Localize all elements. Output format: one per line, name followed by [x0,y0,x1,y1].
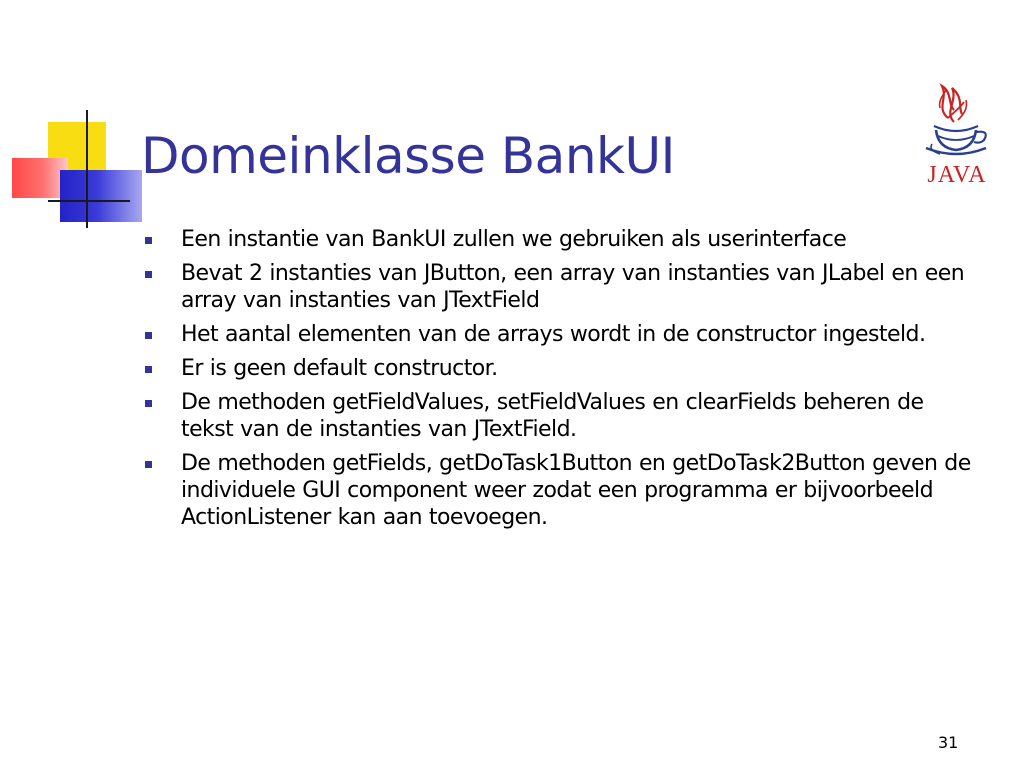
square-bullet-icon [145,366,152,373]
square-bullet-icon [145,400,152,407]
bullet-item [144,321,974,348]
square-bullet-icon [145,332,152,339]
bullet-text: Het aantal elementen van de arrays wordt in de constructor ingesteld. [181,322,926,347]
decorative-blue-bar [60,170,142,222]
bullet-list [144,226,974,531]
slide-title: Domeinklasse BankUI [141,127,675,185]
page-number: 31 [938,733,959,752]
bullet-item [144,226,974,253]
decorative-horizontal-line [48,200,130,202]
bullet-item [144,355,974,382]
bullet-text: De methoden getFields, getDoTask1Button en getDoTask2Button geven de individuele GUI component weer zodat een programma er bijvoorbeeld ActionListener kan aan toevoegen. [181,451,971,530]
square-bullet-icon [145,461,152,468]
bullet-text: De methoden getFieldValues, setFieldValues en clearFields beheren de tekst van de instanties van JTextField. [181,390,924,442]
bullet-text: Er is geen default constructor. [181,356,498,381]
bullet-text: Een instantie van BankUI zullen we gebruiken als userinterface [181,227,847,252]
bullet-item [144,260,974,314]
square-bullet-icon [145,271,152,278]
java-logo-text: JAVA [927,162,987,188]
bullet-item [144,450,974,531]
decorative-vertical-line [86,110,88,228]
java-coffee-cup-logo-icon [918,78,996,190]
square-bullet-icon [145,237,152,244]
bullet-item [144,389,974,443]
bullet-text: Bevat 2 instanties van JButton, een array van instanties van JLabel en een array van instanties van JTextField [181,261,965,313]
